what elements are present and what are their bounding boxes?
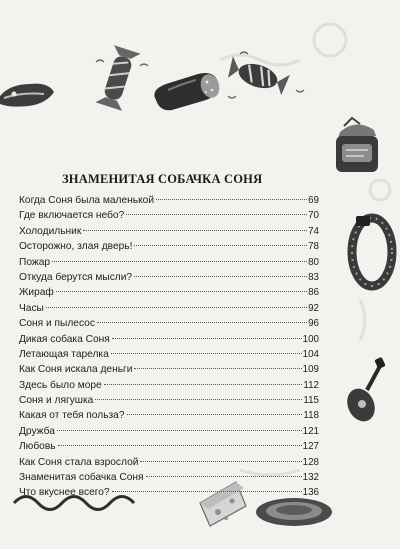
toc-entry-page-number: 74 bbox=[308, 225, 319, 237]
toc-entry-title: Часы bbox=[19, 302, 44, 314]
toc-entry-title: Любовь bbox=[19, 441, 56, 453]
toc-entry bbox=[19, 424, 319, 439]
toc-leader-dots bbox=[112, 491, 302, 492]
toc-entry bbox=[19, 485, 319, 500]
toc-entry bbox=[19, 301, 319, 316]
toc-leader-dots bbox=[134, 276, 307, 277]
toc-entry-title: Летающая тарелка bbox=[19, 348, 109, 360]
toc-entry-title: Где включается небо? bbox=[19, 210, 125, 222]
toc-leader-dots bbox=[134, 368, 301, 369]
toc-entry-page-number: 80 bbox=[308, 256, 319, 268]
toc-leader-dots bbox=[95, 399, 302, 400]
sausage-icon bbox=[154, 72, 222, 110]
toc-entry-page-number: 100 bbox=[302, 333, 319, 345]
toc-entry-page-number: 127 bbox=[302, 441, 319, 453]
toc-entry bbox=[19, 316, 319, 331]
toc-entry-page-number: 132 bbox=[302, 472, 319, 484]
toc-entry-title: Когда Соня была маленькой bbox=[19, 195, 155, 206]
toc-entry-title: Соня и лягушка bbox=[19, 395, 94, 407]
toc-entry-title: Откуда берутся мысли? bbox=[19, 271, 133, 283]
toc-leader-dots bbox=[97, 322, 307, 323]
toc-entry-page-number: 69 bbox=[308, 195, 319, 206]
toc-entry-page-number: 118 bbox=[303, 410, 319, 422]
toc-entry-title: Жираф bbox=[19, 287, 54, 299]
toc-leader-dots bbox=[56, 291, 307, 292]
toc-leader-dots bbox=[104, 384, 303, 385]
toc-entry bbox=[19, 393, 319, 408]
toc-entry-page-number: 109 bbox=[302, 364, 319, 376]
toc-entry-page-number: 86 bbox=[308, 287, 319, 299]
toc-entry-title: Дружба bbox=[19, 425, 55, 437]
toc-entry bbox=[19, 455, 319, 470]
toc-entry-page-number: 70 bbox=[308, 210, 319, 222]
toc-entry bbox=[19, 193, 319, 208]
toc-entry-page-number: 112 bbox=[303, 379, 319, 391]
toc-leader-dots bbox=[156, 199, 307, 200]
toc-entry-page-number: 136 bbox=[302, 487, 319, 499]
toc-entry-title: Как Соня искала деньги bbox=[19, 364, 133, 376]
toc-entry bbox=[19, 408, 319, 423]
toc-leader-dots bbox=[46, 307, 307, 308]
plate-icon bbox=[256, 498, 332, 526]
toc-entry bbox=[19, 347, 319, 362]
toc-entry bbox=[19, 224, 319, 239]
toc-entry-page-number: 92 bbox=[308, 302, 319, 314]
wrapped-candy-icon bbox=[226, 56, 290, 95]
toc-entry bbox=[19, 470, 319, 485]
toc-entry bbox=[19, 332, 319, 347]
toc-leader-dots bbox=[52, 261, 307, 262]
toc-leader-dots bbox=[83, 230, 307, 231]
candy-icon bbox=[95, 45, 140, 111]
toc-entry-title: Что вкуснее всего? bbox=[19, 487, 110, 499]
toc-entry-title: Осторожно, злая дверь! bbox=[19, 241, 133, 253]
toc-entry-page-number: 78 bbox=[308, 241, 319, 253]
toc-leader-dots bbox=[127, 414, 303, 415]
toc-leader-dots bbox=[57, 430, 302, 431]
fish-icon bbox=[0, 84, 54, 107]
toc-entry bbox=[19, 239, 319, 254]
toc-leader-dots bbox=[134, 245, 307, 246]
toc-entry-page-number: 83 bbox=[308, 271, 319, 283]
toc-entry bbox=[19, 285, 319, 300]
table-of-contents bbox=[19, 193, 319, 501]
toc-entry bbox=[19, 270, 319, 285]
toc-entry-page-number: 104 bbox=[302, 348, 319, 360]
toc-entry-title: Дикая собака Соня bbox=[19, 333, 110, 345]
toc-entry-page-number: 121 bbox=[302, 425, 319, 437]
toc-entry-title: Здесь было море bbox=[19, 379, 102, 391]
toc-entry-title: Какая от тебя польза? bbox=[19, 410, 125, 422]
toc-leader-dots bbox=[126, 214, 307, 215]
toc-entry-title: Как Соня стала взрослой bbox=[19, 456, 139, 468]
toc-entry-title: Знаменитая собачка Соня bbox=[19, 472, 144, 484]
toc-entry-title: Пожар bbox=[19, 256, 51, 268]
toc-leader-dots bbox=[112, 338, 302, 339]
toc-entry-title: Соня и пылесос bbox=[19, 318, 95, 330]
toc-entry bbox=[19, 362, 319, 377]
toc-leader-dots bbox=[58, 445, 302, 446]
jam-jar-icon bbox=[336, 118, 378, 172]
toc-entry bbox=[19, 439, 319, 454]
toc-leader-dots bbox=[111, 353, 302, 354]
page-title: ЗНАМЕНИТАЯ СОБАЧКА СОНЯ bbox=[62, 172, 263, 186]
mandolin-icon bbox=[342, 357, 386, 426]
toc-entry bbox=[19, 208, 319, 223]
toc-entry bbox=[19, 378, 319, 393]
toc-entry bbox=[19, 255, 319, 270]
toc-entry-page-number: 128 bbox=[302, 456, 319, 468]
toc-leader-dots bbox=[140, 461, 301, 462]
toc-entry-page-number: 115 bbox=[303, 395, 319, 407]
toc-entry-page-number: 96 bbox=[308, 318, 319, 330]
toc-entry-title: Холодильник bbox=[19, 225, 82, 237]
toc-leader-dots bbox=[146, 476, 302, 477]
dog-collar-icon bbox=[352, 216, 392, 286]
